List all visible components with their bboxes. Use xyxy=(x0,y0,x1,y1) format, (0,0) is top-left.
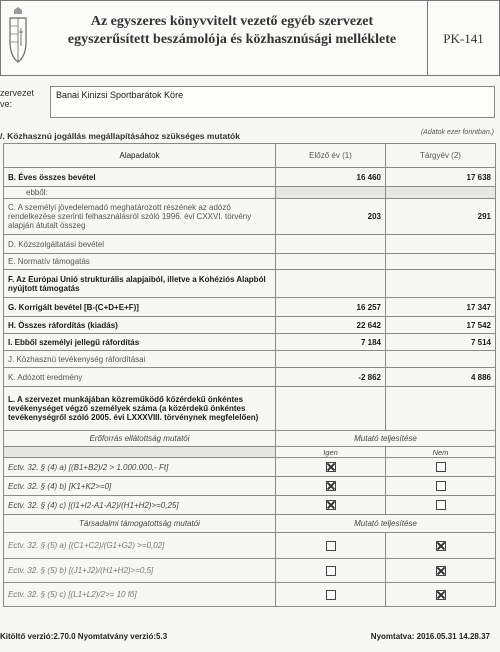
col-prev-header: Előző év (1) xyxy=(276,144,386,168)
form-title-line2: egyszerűsített beszámolója és közhasznúsági melléklete xyxy=(67,32,397,47)
form-title-line1: Az egyszeres könyvvitelt vezető egyéb szervezet xyxy=(90,14,374,29)
table-row: K. Adózott eredmény -2 862 4 886 xyxy=(4,368,496,387)
table-row: E. Normatív támogatás xyxy=(4,254,496,270)
table-row: Ectv. 32. § (5) c) [(L1+L2)/2>= 10 fő] xyxy=(4,583,496,607)
yes-no-header-row xyxy=(4,447,496,458)
resource-header-row xyxy=(4,431,496,447)
no-header: Nem xyxy=(386,447,496,458)
footer-print-date: Nyomtatva: 2016.05.31 14.28.37 xyxy=(370,632,490,641)
checkbox-no[interactable] xyxy=(436,462,446,472)
col-curr-header: Tárgyév (2) xyxy=(386,144,496,168)
table-row: G. Korrigált bevétel [B-(C+D+E+F)] 16 257 17 347 xyxy=(4,298,496,317)
checkbox-no[interactable] xyxy=(436,566,446,576)
col-base-header: Alapadatok xyxy=(4,144,276,168)
social-header: Társadalmi támogatottság mutatói xyxy=(4,515,276,533)
checkbox-yes[interactable] xyxy=(326,566,336,576)
section-title: /. Közhasznú jogállás megállapításához szükséges mutatók xyxy=(0,131,240,141)
social-header-row xyxy=(4,515,496,533)
checkbox-yes[interactable] xyxy=(326,590,336,600)
table-row: Ectv. 32. § (5) a) [(C1+C2)/(G1+G2) >=0,02] xyxy=(4,533,496,559)
org-name-value: Banai Kinizsi Sportbarátok Köre xyxy=(56,90,184,100)
table-row: D. Közszolgáltatási bevétel xyxy=(4,235,496,254)
checkbox-no[interactable] xyxy=(436,500,446,510)
checkbox-yes[interactable] xyxy=(326,500,336,510)
table-row: ebből: xyxy=(4,187,496,199)
table-row: H. Összes ráfordítás (kiadás) 22 642 17 542 xyxy=(4,317,496,334)
social-fulfillment-header: Mutató teljesítése xyxy=(276,515,496,533)
table-row: L. A szervezet munkájában közreműködő közérdekű önkéntes tevékenységet végző személyek száma (a közérdekű önkéntes tevékenységről szóló 2005. évi LXXXVIII. törvénynek megfelelően) xyxy=(4,387,496,431)
table-row: B. Éves összes bevétel 16 460 17 638 xyxy=(4,168,496,187)
checkbox-no[interactable] xyxy=(436,481,446,491)
resource-header: Erőforrás ellátottság mutatói xyxy=(4,431,276,447)
checkbox-no[interactable] xyxy=(436,590,446,600)
table-row: Ectv. 32. § (4) c) [(I1+I2-A1-A2)/(H1+H2)>=0,25] xyxy=(4,496,496,515)
yes-header: Igen xyxy=(276,447,386,458)
table-row: Ectv. 32. § (4) b) [K1+K2>=0] xyxy=(4,477,496,496)
org-name-label: zervezet ve: xyxy=(0,88,35,109)
unit-note: (Adatok ezer forintban.) xyxy=(420,129,494,136)
table-row: C. A személyi jövedelemadó meghatározott részének az adózó rendelkezése szerinti felhasználásról szóló 1996. évi CXXVI. törvény alapján átutalt összeg 203 291 xyxy=(4,199,496,235)
checkbox-no[interactable] xyxy=(436,541,446,551)
table-row: I. Ebből személyi jellegű ráfordítás 7 184 7 514 xyxy=(4,334,496,351)
table-row: F. Az Európai Unió strukturális alapjaiból, illetve a Kohéziós Alapból nyújtott támogatás xyxy=(4,270,496,298)
footer-version: Kitöltő verzió:2.70.0 Nyomtatvány verzió:5.3 xyxy=(0,632,168,641)
table-row: J. Közhasznú tevékenység ráfordításai xyxy=(4,351,496,368)
form-code: PK-141 xyxy=(428,0,500,76)
checkbox-yes[interactable] xyxy=(326,481,336,491)
table-row: Ectv. 32. § (4) a) [(B1+B2)/2 > 1.000.000,- Ft] xyxy=(4,458,496,477)
checkbox-yes[interactable] xyxy=(326,462,336,472)
table-row: Ectv. 32. § (5) b) [(J1+J2)/(H1+H2)>=0,5] xyxy=(4,559,496,583)
indicator-table xyxy=(3,143,496,607)
table-header-row xyxy=(4,144,496,168)
coat-of-arms-icon xyxy=(6,6,30,66)
fulfillment-header: Mutató teljesítése xyxy=(276,431,496,447)
checkbox-yes[interactable] xyxy=(326,541,336,551)
